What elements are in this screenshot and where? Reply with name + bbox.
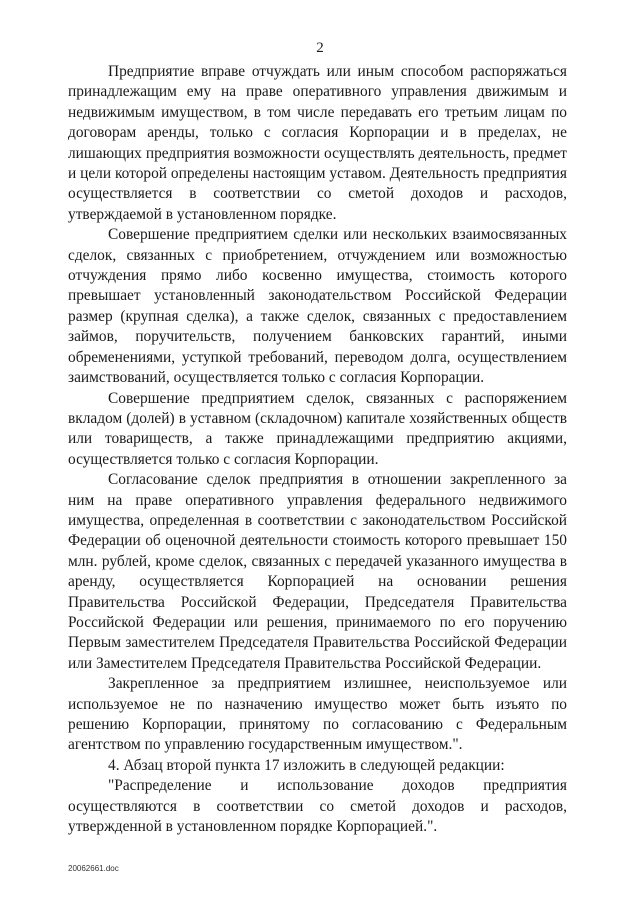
paragraph-real-estate-approval: Согласование сделок предприятия в отношении закрепленного за ним на праве оперативного управления федерального недвижимого имущества, определенная в соответствии с законодательством Российской Федерации об оценочной деятельности стоимость которого превышает 150 млн. рублей, кроме сделок, связанных с передачей указанного имущества в аренду, осуществляется Корпорацией на основании решения Правительства Российской Федерации, Председателя Правительства Российской Федерации или решения, принимаемого по его поручению Первым заместителем Председателя Правительства Российской Федерации или Заместителем Председателя Правительства Российской Федерации. [68, 471, 567, 672]
paragraph-property-seizure: Закрепленное за предприятием излишнее, неиспользуемое или используемое не по назначению имущество может быть изъято по решению Корпорации, принятому по согласованию с Федеральным агентством по управлению государственным имуществом.". [68, 675, 567, 754]
paragraph-amendment-item-4: 4. Абзац второй пункта 17 изложить в следующей редакции: [108, 756, 505, 774]
page-number: 2 [316, 40, 324, 56]
footer-doc-filename: 20062661.doc [68, 864, 119, 873]
paragraph-major-transactions: Совершение предприятием сделки или нескольких взаимосвязанных сделок, связанных с приобретением, отчуждением или возможностью отчуждения прямо либо косвенно имущества, стоимость которого превышает установленный законодательством Российской Федерации размер (крупная сделка), а также сделок, связанных с предоставлением займов, поручительств, получением банковских гарантий, иными обременениями, уступкой требований, переводом долга, осуществлением заимствований, осуществляется только с согласия Корпорации. [68, 226, 567, 387]
document-body [68, 62, 567, 837]
paragraph-share-transactions: Совершение предприятием сделок, связанных с распоряжением вкладом (долей) в уставном (складочном) капитале хозяйственных обществ или товариществ, а также принадлежащими предприятию акциями, осуществляется только с согласия Корпорации. [68, 389, 567, 468]
paragraph-income-distribution: "Распределение и использование доходов предприятия осуществляются в соответствии со сметой доходов и расходов, утвержденной в установленном порядке Корпорацией.". [68, 777, 567, 836]
paragraph-property-disposal: Предприятие вправе отчуждать или иным способом распоряжаться принадлежащим ему на праве оперативного управления движимым и недвижимым имуществом, в том числе передавать его третьим лицам по договорам аренды, только с согласия Корпорации и в пределах, не лишающих предприятия возможности осуществлять деятельность, предмет и цели которой определены настоящим уставом. Деятельность предприятия осуществляется в соответствии со сметой доходов и расходов, утверждаемой в установленном порядке. [68, 63, 567, 223]
